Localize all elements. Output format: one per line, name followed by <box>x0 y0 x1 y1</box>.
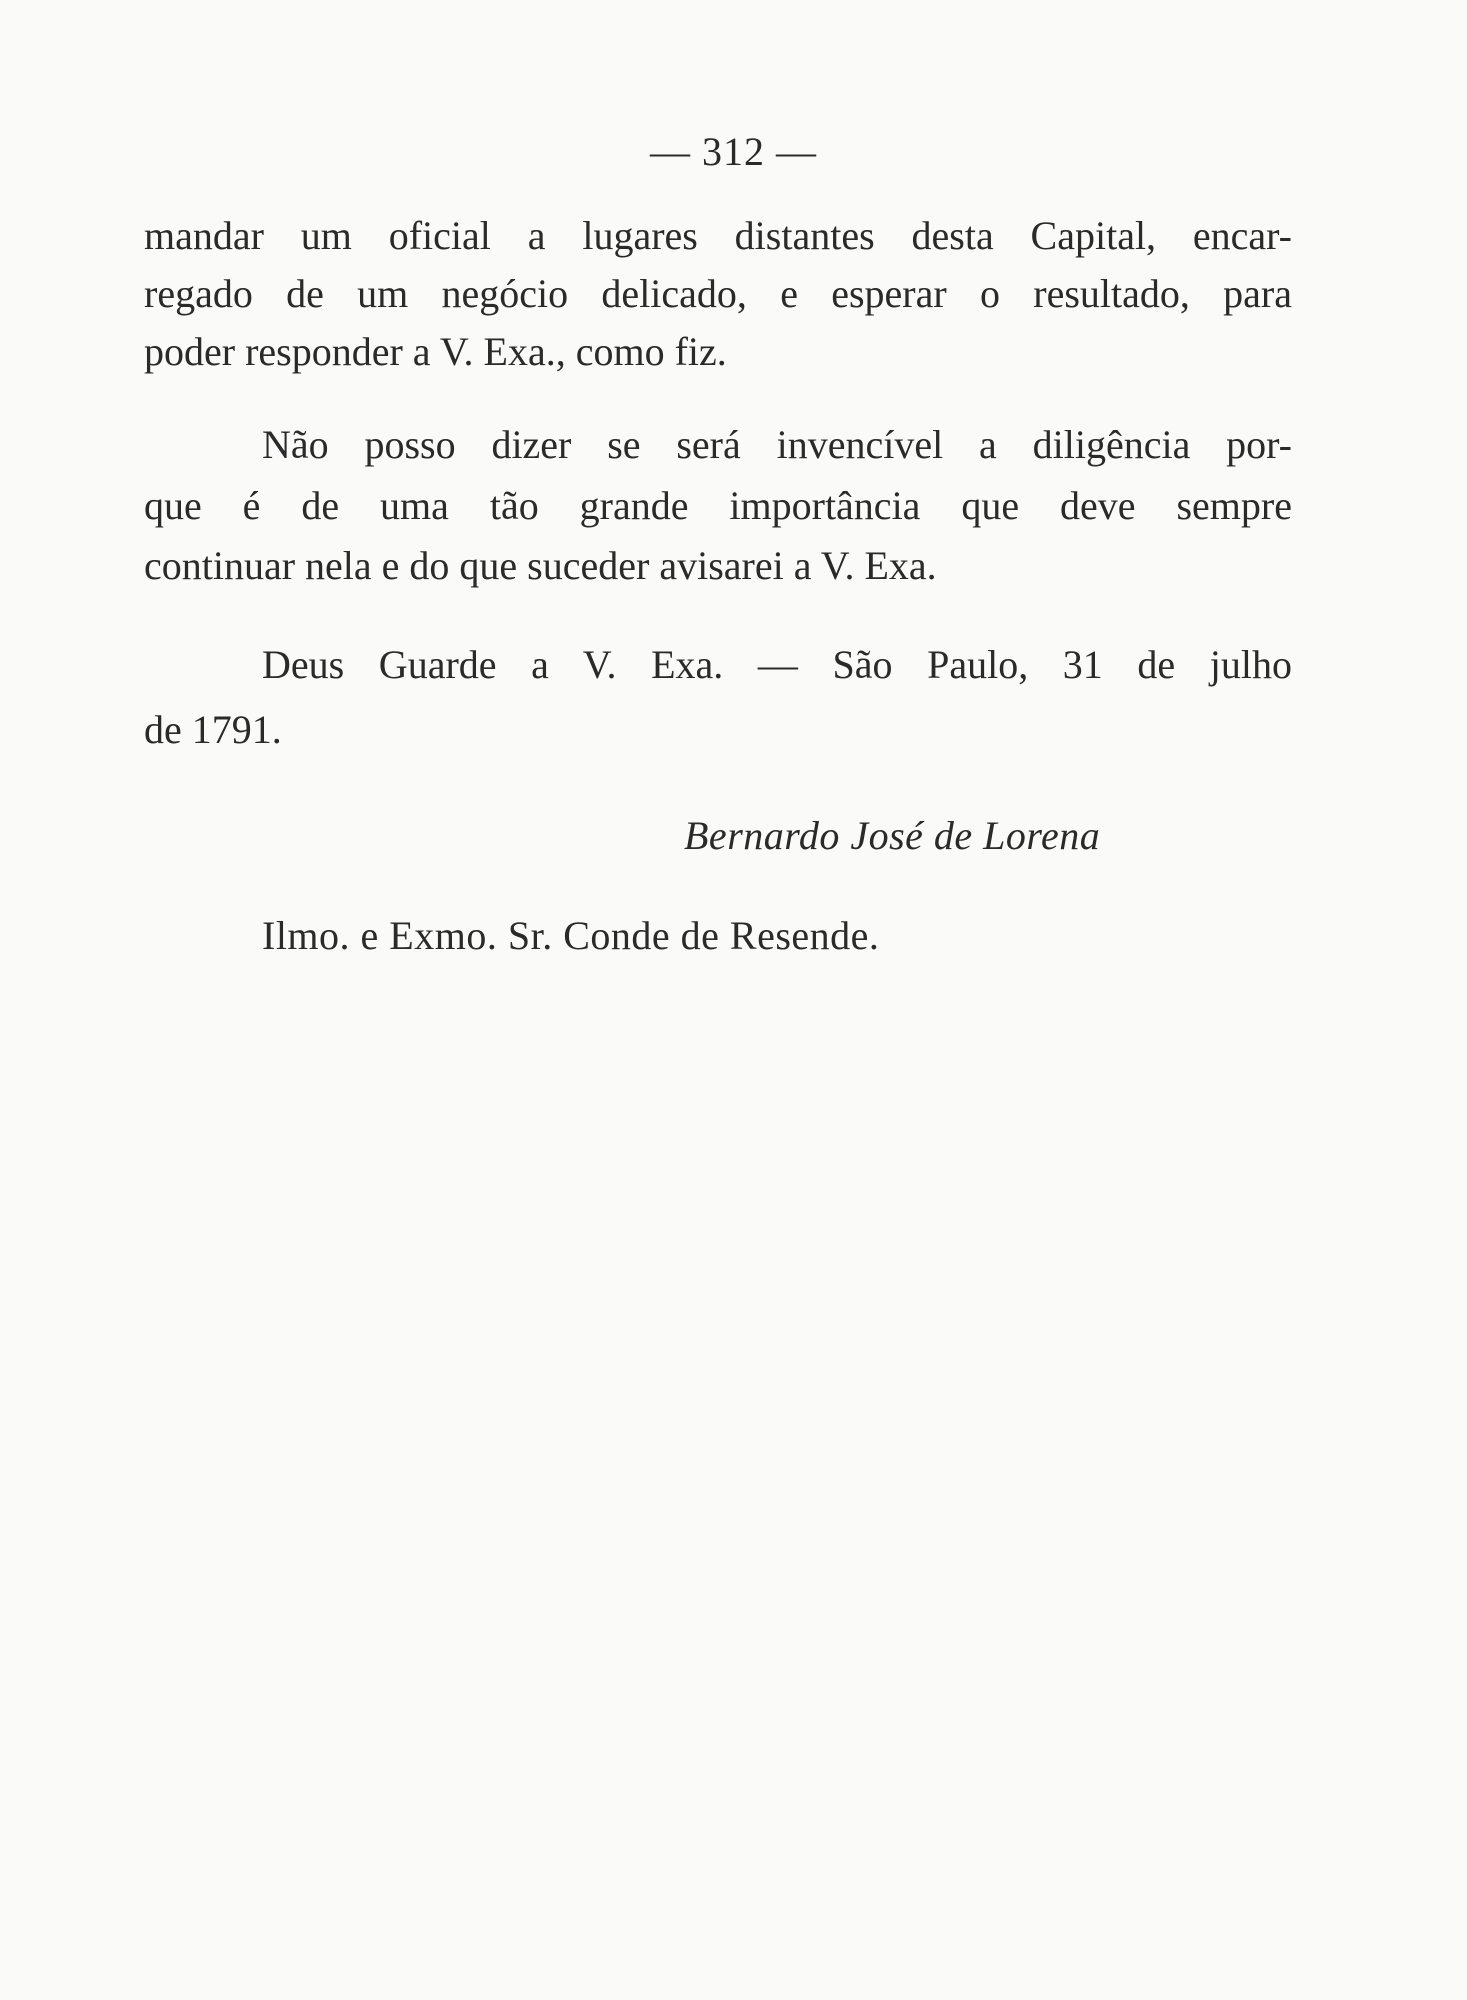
paragraph-2-line-3: continuar nela e do que suceder avisarei a V. Exa. <box>144 543 937 588</box>
paragraph-2-line-1: Não posso dizer se será invencível a diligência por- <box>262 422 1292 467</box>
paragraph-3-line-1: Deus Guarde a V. Exa. — São Paulo, 31 de julho <box>262 642 1292 687</box>
paragraph-1-line-3: poder responder a V. Exa., como fiz. <box>144 329 727 374</box>
paragraph-1-line-2: regado de um negócio delicado, e esperar o resultado, para <box>144 271 1292 316</box>
page-number: — 312 — <box>650 129 817 174</box>
paragraph-3-line-2: de 1791. <box>144 707 282 752</box>
signature: Bernardo José de Lorena <box>684 813 1101 858</box>
addressee: Ilmo. e Exmo. Sr. Conde de Resende. <box>262 913 880 958</box>
paragraph-2-line-2: que é de uma tão grande importância que deve sempre <box>144 483 1292 528</box>
paragraph-1-line-1: mandar um oficial a lugares distantes desta Capital, encar- <box>144 213 1292 258</box>
